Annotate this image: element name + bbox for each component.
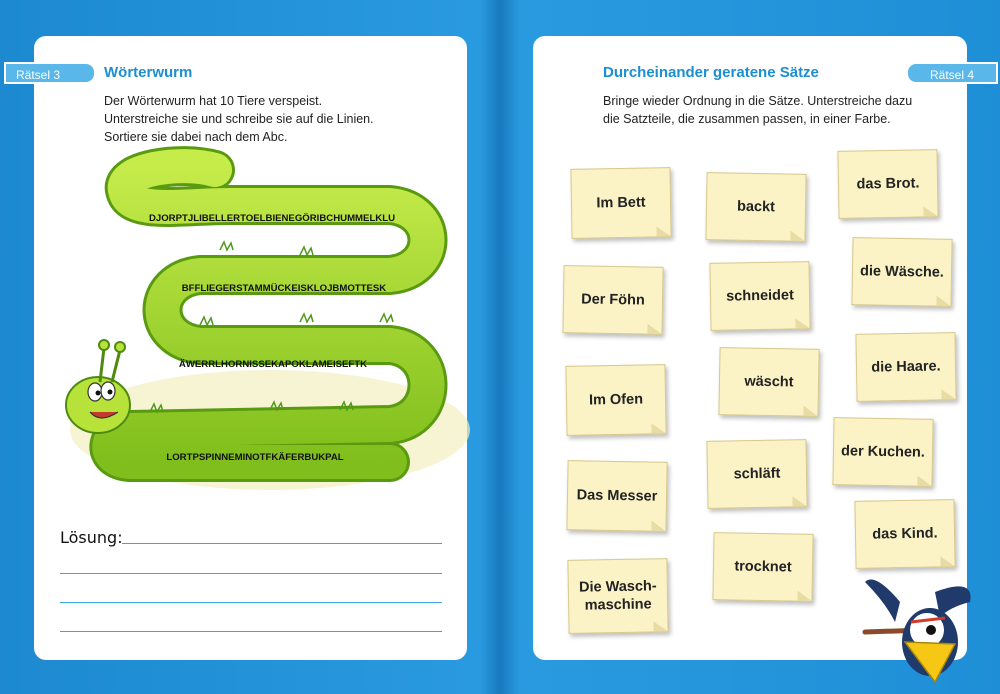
sticky-note[interactable] — [837, 149, 938, 219]
worm-row-2: BFFLIEGERSTAMMÜCKEISKLOJBMOTTESK — [181, 283, 387, 294]
instruction-line: die Satzteile, die zusammen passen, in einer Farbe. — [603, 112, 891, 126]
sticky-note[interactable] — [855, 332, 956, 402]
sticky-note[interactable] — [854, 499, 955, 569]
worm-row-3: ÄWERRLHORNISSEKAPOKLAMEISEFTK — [178, 359, 368, 370]
note-text: schneidet — [726, 287, 794, 305]
note-text: der Kuchen. — [840, 443, 926, 461]
note-text: schläft — [733, 465, 781, 483]
note-text: Die Wasch- — [578, 578, 657, 596]
note-text: Der Föhn — [581, 291, 645, 309]
note-text: wäscht — [744, 373, 794, 391]
sticky-note[interactable] — [706, 439, 807, 509]
sticky-note[interactable] — [705, 172, 806, 242]
instruction-line: Der Wörterwurm hat 10 Tiere verspeist. — [104, 94, 323, 108]
note-text: das Brot. — [856, 175, 920, 193]
instruction-line: Unterstreiche sie und schreibe sie auf die Linien. — [104, 112, 374, 126]
puzzle-tag-3: Rätsel 3 — [4, 62, 96, 84]
answer-line[interactable] — [60, 573, 442, 574]
answer-line[interactable] — [60, 602, 442, 603]
page-title-right: Durcheinander geratene Sätze — [603, 64, 819, 81]
instructions-right — [603, 92, 912, 128]
sticky-note[interactable] — [570, 167, 671, 239]
note-text: die Haare. — [871, 358, 941, 376]
sticky-note[interactable] — [832, 417, 933, 487]
sticky-note[interactable] — [851, 237, 952, 307]
instruction-line: Bringe wieder Ordnung in die Sätze. Unterstreiche dazu — [603, 94, 913, 108]
sticky-note[interactable] — [566, 460, 667, 532]
worm-row-4: LORTPSPINNEMINOTFKÄFERBUKPAL — [166, 452, 344, 463]
note-text: trocknet — [734, 558, 792, 576]
note-text: das Kind. — [872, 525, 938, 543]
note-text: Das Messer — [576, 487, 658, 505]
note-text: Im Bett — [596, 194, 646, 212]
note-text: maschine — [584, 596, 652, 614]
sticky-note[interactable] — [565, 364, 666, 436]
sticky-note[interactable] — [712, 532, 813, 602]
worm-row-1: DJORPTJLIBELLERTOELBIENEGÖRIBCHUMMELKLU — [148, 213, 396, 224]
page-title-left: Wörterwurm — [104, 64, 193, 81]
sticky-note[interactable] — [718, 347, 819, 417]
sticky-note[interactable] — [567, 558, 668, 634]
sticky-note[interactable] — [562, 265, 663, 335]
note-text: backt — [736, 198, 776, 216]
sticky-note[interactable] — [709, 261, 810, 331]
puzzle-tag-4: Rätsel 4 — [906, 62, 998, 84]
solution-label: Lösung: — [60, 528, 123, 547]
instruction-line: Sortiere sie dabei nach dem Abc. — [104, 130, 288, 144]
answer-line[interactable] — [122, 543, 442, 544]
note-text: Im Ofen — [588, 391, 644, 409]
bird-illustration — [845, 572, 985, 692]
note-text: die Wäsche. — [859, 263, 945, 281]
answer-line[interactable] — [60, 631, 442, 632]
